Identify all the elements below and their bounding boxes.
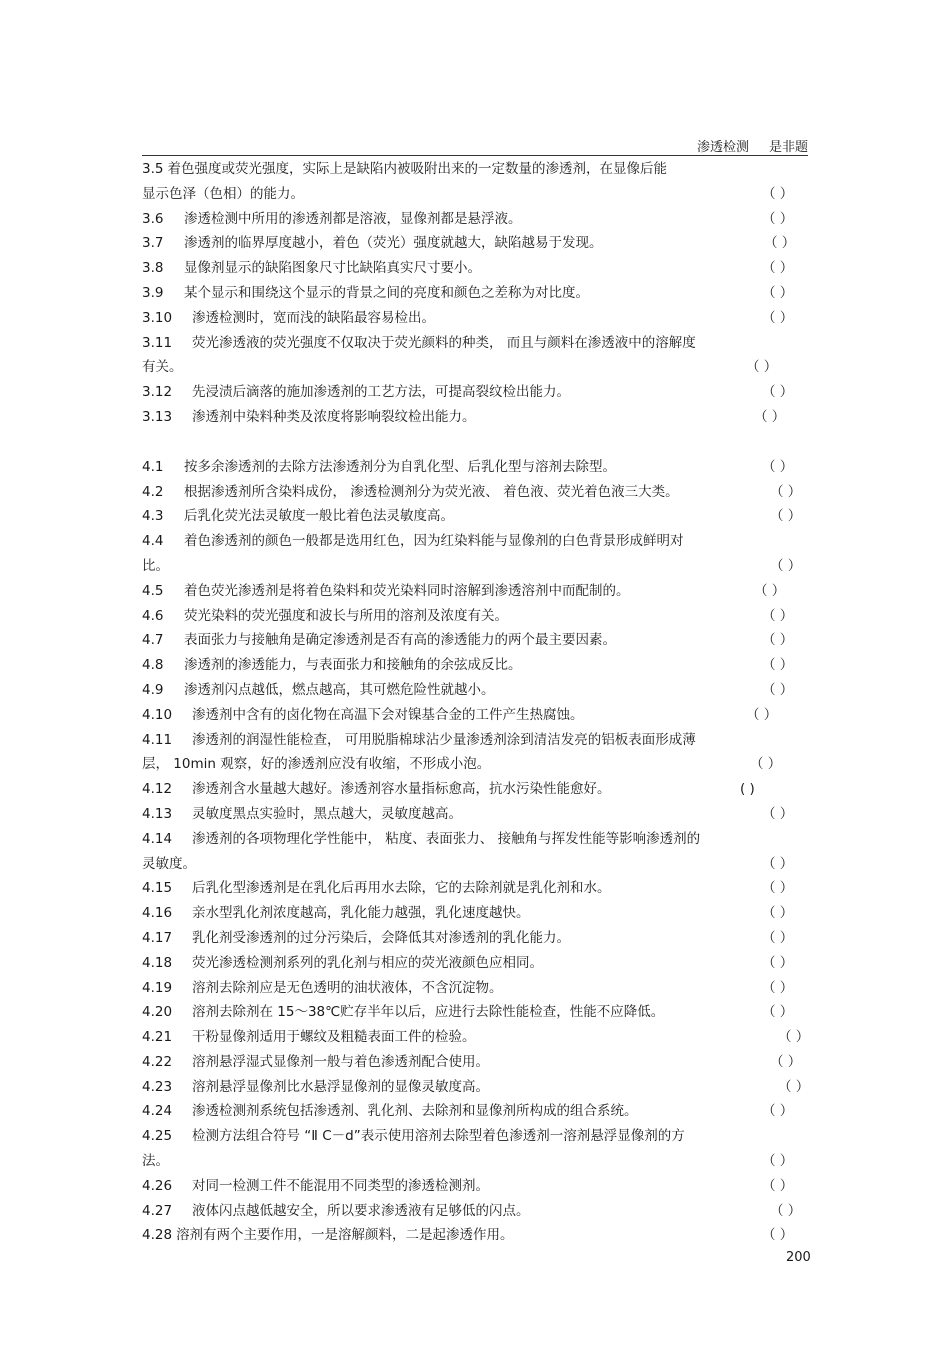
question-text: 按多余渗透剂的去除方法渗透剂分为自乳化型、后乳化型与溶剂去除型。	[184, 458, 616, 475]
question-item	[142, 1124, 808, 1174]
question-number: 4.15	[142, 880, 173, 897]
question-item	[142, 604, 808, 629]
question-item	[142, 256, 808, 281]
question-line	[142, 231, 808, 256]
question-number: 4.12	[142, 781, 173, 798]
question-line	[142, 380, 808, 405]
question-line	[142, 331, 808, 356]
question-text: 溶剂悬浮显像剂比水悬浮显像剂的显像灵敏度高。	[192, 1078, 489, 1095]
question-line	[142, 777, 808, 802]
answer-parentheses[interactable]: （ ）	[762, 1153, 794, 1170]
question-number: 4.3	[142, 508, 164, 525]
answer-parentheses[interactable]: （ ）	[762, 607, 794, 624]
question-item	[142, 1223, 808, 1248]
question-text: 表面张力与接触角是确定渗透剂是否有高的渗透能力的两个最主要因素。	[184, 632, 616, 649]
question-line	[142, 852, 808, 877]
question-text: 着色荧光渗透剂是将着色染料和荧光染料同时溶解到渗透溶剂中而配制的。	[184, 582, 630, 599]
question-text: 荧光渗透检测剂系列的乳化剂与相应的荧光液颜色应相同。	[192, 954, 543, 971]
question-number: 4.2	[142, 483, 164, 500]
question-line	[142, 653, 808, 678]
question-number: 4.19	[142, 979, 173, 996]
question-line	[142, 256, 808, 281]
question-line	[142, 951, 808, 976]
answer-parentheses[interactable]: （ ）	[762, 681, 794, 698]
question-text: 灵敏度。	[142, 855, 196, 872]
question-item	[142, 876, 808, 901]
question-line	[142, 827, 808, 852]
question-number: 4.13	[142, 805, 173, 822]
running-header	[142, 135, 808, 156]
question-line	[142, 480, 808, 505]
header-title	[697, 136, 808, 155]
question-text: 渗透剂含水量越大越好。渗透剂容水量指标愈高，抗水污染性能愈好。	[192, 781, 611, 798]
answer-parentheses[interactable]: （ ）	[764, 235, 796, 252]
question-text: 渗透检测中所用的渗透剂都是溶液，显像剂都是悬浮液。	[184, 210, 522, 227]
question-text: 先浸渍后滴落的施加渗透剂的工艺方法，可提高裂纹检出能力。	[192, 384, 570, 401]
answer-parentheses[interactable]: （ ）	[754, 408, 786, 425]
question-number: 4.4	[142, 533, 164, 550]
question-line	[142, 604, 808, 629]
question-number: 3.12	[142, 384, 173, 401]
question-item	[142, 951, 808, 976]
question-number: 4.9	[142, 681, 164, 698]
question-number: 4.1	[142, 458, 164, 475]
question-item	[142, 455, 808, 480]
question-text: 着色渗透剂的颜色一般都是选用红色，因为红染料能与显像剂的白色背景形成鲜明对	[184, 533, 684, 550]
question-number: 3.5	[142, 161, 164, 177]
answer-parentheses[interactable]: （ ）	[762, 979, 794, 996]
question-text: 亲水型乳化剂浓度越高，乳化能力越强，乳化速度越快。	[192, 905, 530, 922]
question-item	[142, 678, 808, 703]
answer-parentheses[interactable]: （ ）	[762, 905, 794, 922]
question-line	[142, 405, 808, 430]
question-item	[142, 1199, 808, 1224]
question-line	[142, 728, 808, 753]
question-number: 3.13	[142, 408, 173, 425]
answer-parentheses[interactable]: （ ）	[762, 384, 794, 401]
question-item	[142, 777, 808, 802]
question-number: 4.27	[142, 1202, 173, 1219]
question-line	[142, 1000, 808, 1025]
question-text: 后乳化型渗透剂是在乳化后再用水去除，它的去除剂就是乳化剂和水。	[192, 880, 611, 897]
answer-parentheses[interactable]: （ ）	[762, 1004, 794, 1021]
question-item	[142, 1174, 808, 1199]
question-text: 乳化剂受渗透剂的过分污染后，会降低其对渗透剂的乳化能力。	[192, 929, 570, 946]
question-text: 干粉显像剂适用于螺纹及粗糙表面工件的检验。	[192, 1029, 476, 1046]
question-text: 后乳化荧光法灵敏度一般比着色法灵敏度高。	[184, 508, 454, 525]
answer-parentheses[interactable]: （ ）	[762, 284, 794, 301]
question-line	[142, 529, 808, 554]
question-number: 3.10	[142, 309, 173, 326]
answer-parentheses[interactable]: （ ）	[762, 1227, 794, 1244]
question-line	[142, 1124, 808, 1149]
question-number: 3.6	[142, 210, 164, 227]
answer-parentheses[interactable]: ( )	[740, 781, 755, 798]
question-item	[142, 1075, 808, 1100]
question-line	[142, 1050, 808, 1075]
question-line	[142, 157, 808, 182]
answer-parentheses[interactable]: （ ）	[762, 929, 794, 946]
question-number: 4.6	[142, 607, 164, 624]
question-item	[142, 306, 808, 331]
question-line	[142, 1149, 808, 1174]
question-text: 检测方法组合符号 “Ⅱ C－d”表示使用溶剂去除型着色渗透剂一溶剂悬浮显像剂的方	[192, 1128, 685, 1145]
question-item	[142, 728, 808, 778]
question-number: 4.28	[142, 1227, 173, 1244]
question-item	[142, 281, 808, 306]
question-number: 3.9	[142, 284, 164, 301]
question-item	[142, 380, 808, 405]
question-item	[142, 1000, 808, 1025]
question-line	[142, 455, 808, 480]
answer-parentheses[interactable]: （ ）	[778, 1029, 810, 1046]
question-line	[142, 926, 808, 951]
question-line	[142, 306, 808, 331]
question-item	[142, 976, 808, 1001]
question-line	[142, 504, 808, 529]
question-text: 荧光染料的荧光强度和波长与所用的溶剂及浓度有关。	[184, 607, 508, 624]
answer-parentheses[interactable]: （ ）	[754, 582, 786, 599]
question-list	[142, 157, 808, 1248]
question-item	[142, 405, 808, 430]
question-item	[142, 1099, 808, 1124]
question-number: 4.26	[142, 1177, 173, 1194]
answer-parentheses[interactable]: （ ）	[770, 557, 802, 574]
question-item	[142, 703, 808, 728]
question-text: 溶剂去除剂应是无色透明的油状液体，不含沉淀物。	[192, 979, 503, 996]
answer-parentheses[interactable]: （ ）	[762, 309, 794, 326]
answer-parentheses[interactable]: （ ）	[762, 210, 794, 227]
answer-parentheses[interactable]: （ ）	[770, 1053, 802, 1070]
question-number: 4.23	[142, 1078, 173, 1095]
question-text: 灵敏度黑点实验时，黑点越大，灵敏度越高。	[192, 805, 462, 822]
answer-parentheses[interactable]: （ ）	[778, 1078, 810, 1095]
question-text: 对同一检测工件不能混用不同类型的渗透检测剂。	[192, 1177, 489, 1194]
page-number: 200	[786, 1250, 811, 1265]
question-text: 渗透剂闪点越低，燃点越高，其可燃危险性就越小。	[184, 681, 495, 698]
answer-parentheses[interactable]: （ ）	[750, 756, 782, 773]
question-text: 层， 10min 观察，好的渗透剂应没有收缩，不形成小泡。	[142, 756, 491, 773]
question-line	[142, 1075, 808, 1100]
question-item	[142, 480, 808, 505]
question-number: 4.22	[142, 1053, 173, 1070]
question-text: 渗透剂中染料种类及浓度将影响裂纹检出能力。	[192, 408, 476, 425]
header-category: 是非题	[768, 140, 808, 155]
question-line	[142, 876, 808, 901]
question-item	[142, 1050, 808, 1075]
question-text: 溶剂去除剂在 15～38℃贮存半年以后，应进行去除性能检查，性能不应降低。	[192, 1004, 665, 1021]
question-item	[142, 628, 808, 653]
question-line	[142, 281, 808, 306]
question-number: 3.7	[142, 235, 164, 252]
answer-parentheses[interactable]: （ ）	[762, 458, 794, 475]
answer-parentheses[interactable]: （ ）	[746, 706, 778, 723]
question-line	[142, 976, 808, 1001]
question-line	[142, 182, 808, 207]
question-item	[142, 901, 808, 926]
question-text: 液体闪点越低越安全，所以要求渗透液有足够低的闪点。	[192, 1202, 530, 1219]
question-number: 4.20	[142, 1004, 173, 1021]
question-line	[142, 207, 808, 232]
question-item	[142, 207, 808, 232]
question-number: 3.8	[142, 260, 164, 277]
question-text: 渗透剂中含有的卤化物在高温下会对镍基合金的工件产生热腐蚀。	[192, 706, 584, 723]
answer-parentheses[interactable]: （ ）	[762, 260, 794, 277]
question-text: 荧光渗透液的荧光强度不仅取决于荧光颜料的种类， 而且与颜料在渗透液中的溶解度	[192, 334, 696, 351]
section-gap	[142, 430, 808, 455]
answer-parentheses[interactable]: （ ）	[762, 185, 794, 202]
answer-parentheses[interactable]: （ ）	[770, 483, 802, 500]
question-item	[142, 827, 808, 877]
question-item	[142, 653, 808, 678]
question-line	[142, 1174, 808, 1199]
question-number: 4.11	[142, 731, 173, 748]
question-text: 渗透检测剂系统包括渗透剂、乳化剂、去除剂和显像剂所构成的组合系统。	[192, 1103, 638, 1120]
header-section: 渗透检测	[696, 140, 749, 155]
answer-parentheses[interactable]: （ ）	[762, 880, 794, 897]
question-number: 4.25	[142, 1128, 173, 1145]
answer-parentheses[interactable]: （ ）	[762, 632, 794, 649]
question-item	[142, 1025, 808, 1050]
question-item	[142, 231, 808, 256]
question-number: 4.16	[142, 905, 173, 922]
answer-parentheses[interactable]: （ ）	[762, 805, 794, 822]
answer-parentheses[interactable]: （ ）	[746, 359, 778, 376]
question-text: 显像剂显示的缺陷图象尺寸比缺陷真实尺寸要小。	[184, 260, 481, 277]
question-number: 4.21	[142, 1029, 173, 1046]
question-text: 显示色泽（色相）的能力。	[142, 185, 304, 202]
question-line	[142, 1223, 808, 1248]
question-item	[142, 504, 808, 529]
question-line	[142, 1199, 808, 1224]
question-item	[142, 926, 808, 951]
question-line	[142, 1099, 808, 1124]
question-text: 渗透剂的润湿性能检查， 可用脱脂棉球沾少量渗透剂涂到清洁发亮的铝板表面形成薄	[192, 731, 696, 748]
question-text: 渗透剂的渗透能力，与表面张力和接触角的余弦成反比。	[184, 657, 522, 674]
answer-parentheses[interactable]: （ ）	[762, 954, 794, 971]
question-line	[142, 628, 808, 653]
question-text: 着色强度或荧光强度，实际上是缺陷内被吸附出来的一定数量的渗透剂，在显像后能	[167, 161, 667, 177]
question-item	[142, 157, 808, 207]
question-number: 4.14	[142, 830, 173, 847]
question-text: 渗透剂的各项物理化学性能中， 粘度、表面张力、 接触角与挥发性能等影响渗透剂的	[192, 830, 701, 847]
answer-parentheses[interactable]: （ ）	[770, 508, 802, 525]
question-item	[142, 579, 808, 604]
answer-parentheses[interactable]: （ ）	[762, 657, 794, 674]
question-text: 渗透剂的临界厚度越小，着色（荧光）强度就越大，缺陷越易于发现。	[184, 235, 603, 252]
question-text: 溶剂有两个主要作用，一是溶解颜料，二是起渗透作用。	[176, 1227, 514, 1244]
question-number: 4.17	[142, 929, 173, 946]
question-line	[142, 752, 808, 777]
question-line	[142, 678, 808, 703]
answer-parentheses[interactable]: （ ）	[762, 1177, 794, 1194]
question-item	[142, 331, 808, 381]
question-text: 溶剂悬浮湿式显像剂一般与着色渗透剂配合使用。	[192, 1053, 489, 1070]
question-text: 某个显示和围绕这个显示的背景之间的亮度和颜色之差称为对比度。	[184, 284, 589, 301]
question-text: 根据渗透剂所含染料成份， 渗透检测剂分为荧光液、 着色液、荧光着色液三大类。	[184, 483, 679, 500]
question-line	[142, 703, 808, 728]
question-item	[142, 802, 808, 827]
question-number: 4.10	[142, 706, 173, 723]
question-number: 4.24	[142, 1103, 173, 1120]
question-line	[142, 579, 808, 604]
question-number: 4.5	[142, 582, 164, 599]
answer-parentheses[interactable]: （ ）	[762, 1103, 794, 1120]
question-line	[142, 802, 808, 827]
question-line	[142, 901, 808, 926]
question-text: 比。	[142, 557, 169, 574]
question-text: 渗透检测时，宽而浅的缺陷最容易检出。	[192, 309, 435, 326]
question-line	[142, 554, 808, 579]
answer-parentheses[interactable]: （ ）	[770, 1202, 802, 1219]
question-line	[142, 1025, 808, 1050]
answer-parentheses[interactable]: （ ）	[762, 855, 794, 872]
question-text: 法。	[142, 1153, 169, 1170]
question-line	[142, 355, 808, 380]
question-number: 4.8	[142, 657, 164, 674]
question-number: 4.7	[142, 632, 164, 649]
question-text: 有关。	[142, 359, 183, 376]
question-number: 3.11	[142, 334, 173, 351]
question-item	[142, 529, 808, 579]
question-number: 4.18	[142, 954, 173, 971]
